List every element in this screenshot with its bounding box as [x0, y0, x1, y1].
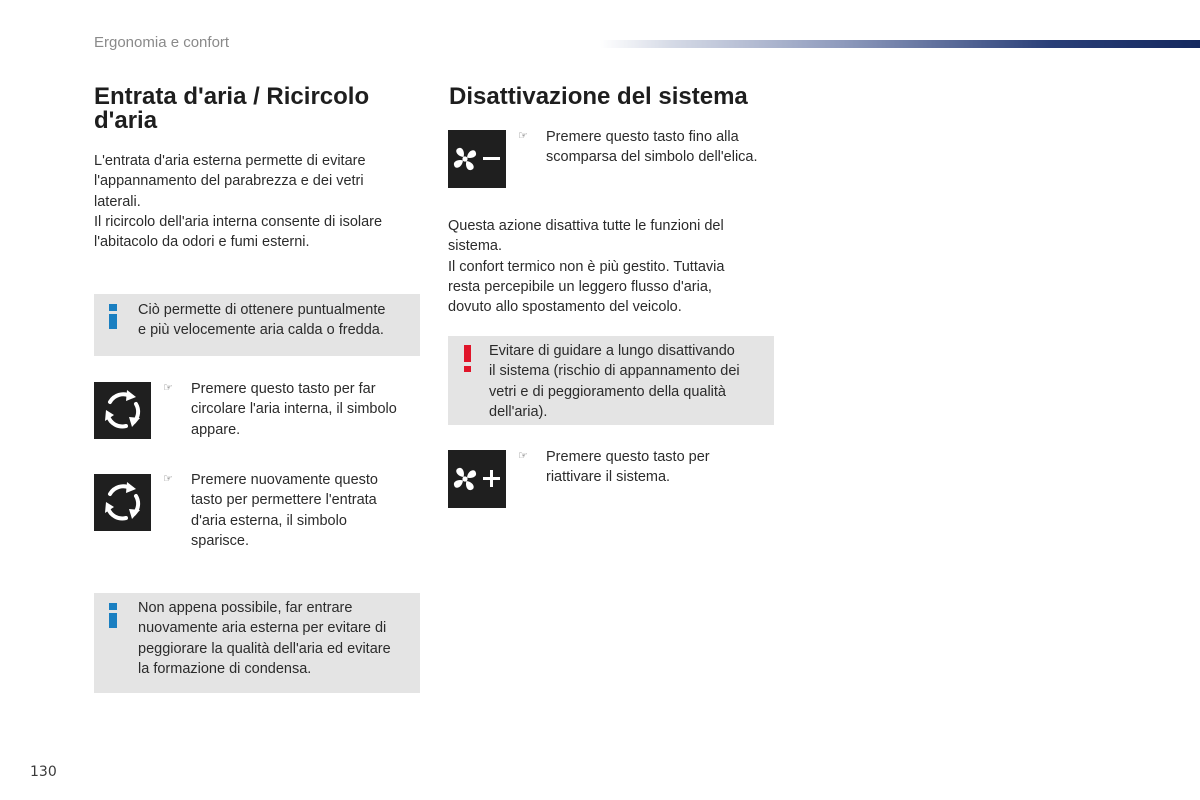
info-box-quick	[94, 294, 420, 356]
text-line: Il ricircolo dell'aria interna consente di isolare	[94, 213, 383, 230]
pointing-finger-icon: ☞	[518, 450, 528, 462]
text-line: laterali.	[94, 193, 141, 210]
fan-minus-icon	[448, 130, 506, 188]
text-line: sistema.	[448, 238, 502, 255]
text-line: dell'aria).	[489, 403, 548, 420]
text-line: Evitare di guidare a lungo disattivando	[489, 343, 735, 359]
text-line: tasto per permettere l'entrata	[191, 492, 377, 509]
fan-plus-icon	[448, 450, 506, 508]
text-line: scomparsa del simbolo dell'elica.	[546, 149, 758, 166]
text-line: sparisce.	[191, 532, 250, 549]
text-line: Premere questo tasto fino alla	[546, 129, 739, 145]
text-line: vetri e di peggioramento della qualità	[489, 383, 726, 400]
warning-box	[448, 336, 774, 425]
step-deactivate	[546, 127, 786, 168]
left-heading: Entrata d'aria / Ricircolo d'aria	[94, 83, 370, 134]
text-line: nuovamente aria esterna per evitare di	[138, 620, 387, 637]
info-box-text	[138, 300, 413, 341]
text-line: circolare l'aria interna, il simbolo	[191, 401, 397, 418]
text-line: d'aria esterna, il simbolo	[191, 512, 347, 529]
air-recirculation-icon	[94, 474, 151, 531]
step-reactivate	[546, 447, 766, 488]
text-line: Ciò permette di ottenere puntualmente	[138, 302, 386, 318]
air-recirculation-icon	[94, 382, 151, 439]
page-number: 130	[30, 764, 57, 780]
text-line: L'entrata d'aria esterna permette di evitare	[94, 153, 366, 169]
text-line: l'appannamento del parabrezza e dei vetri	[94, 173, 364, 190]
text-line: il sistema (rischio di appannamento dei	[489, 363, 740, 380]
warning-text	[489, 341, 769, 422]
text-line: peggiorare la qualità dell'aria ed evitare	[138, 640, 391, 657]
text-line: resta percepibile un leggero flusso d'aria,	[448, 278, 712, 295]
pointing-finger-icon: ☞	[518, 130, 528, 142]
text-line: Premere questo tasto per	[546, 449, 710, 465]
right-heading: Disattivazione del sistema	[449, 83, 748, 110]
text-line: Il confort termico non è più gestito. Tuttavia	[448, 258, 725, 275]
step-recirculation-on	[191, 379, 421, 440]
text-line: dovuto allo spostamento del veicolo.	[448, 299, 682, 316]
section-title: Ergonomia e confort	[94, 34, 230, 51]
pointing-finger-icon: ☞	[163, 473, 173, 485]
header-gradient-bar	[600, 40, 1200, 48]
text-line: Non appena possibile, far entrare	[138, 600, 353, 616]
deactivation-paragraph	[448, 216, 778, 317]
text-line: e più velocemente aria calda o fredda.	[138, 322, 384, 339]
text-line: la formazione di condensa.	[138, 660, 312, 677]
text-line: Questa azione disattiva tutte le funzioni del	[448, 218, 724, 234]
left-intro-paragraph	[94, 151, 414, 252]
text-line: riattivare il sistema.	[546, 469, 671, 486]
text-line: Premere nuovamente questo	[191, 472, 378, 488]
info-box-text	[138, 598, 418, 679]
pointing-finger-icon: ☞	[163, 382, 173, 394]
info-box-fresh-air	[94, 593, 420, 693]
text-line: l'abitacolo da odori e fumi esterni.	[94, 234, 310, 251]
step-recirculation-off	[191, 470, 421, 551]
text-line: Premere questo tasto per far	[191, 381, 376, 397]
text-line: appare.	[191, 421, 241, 438]
